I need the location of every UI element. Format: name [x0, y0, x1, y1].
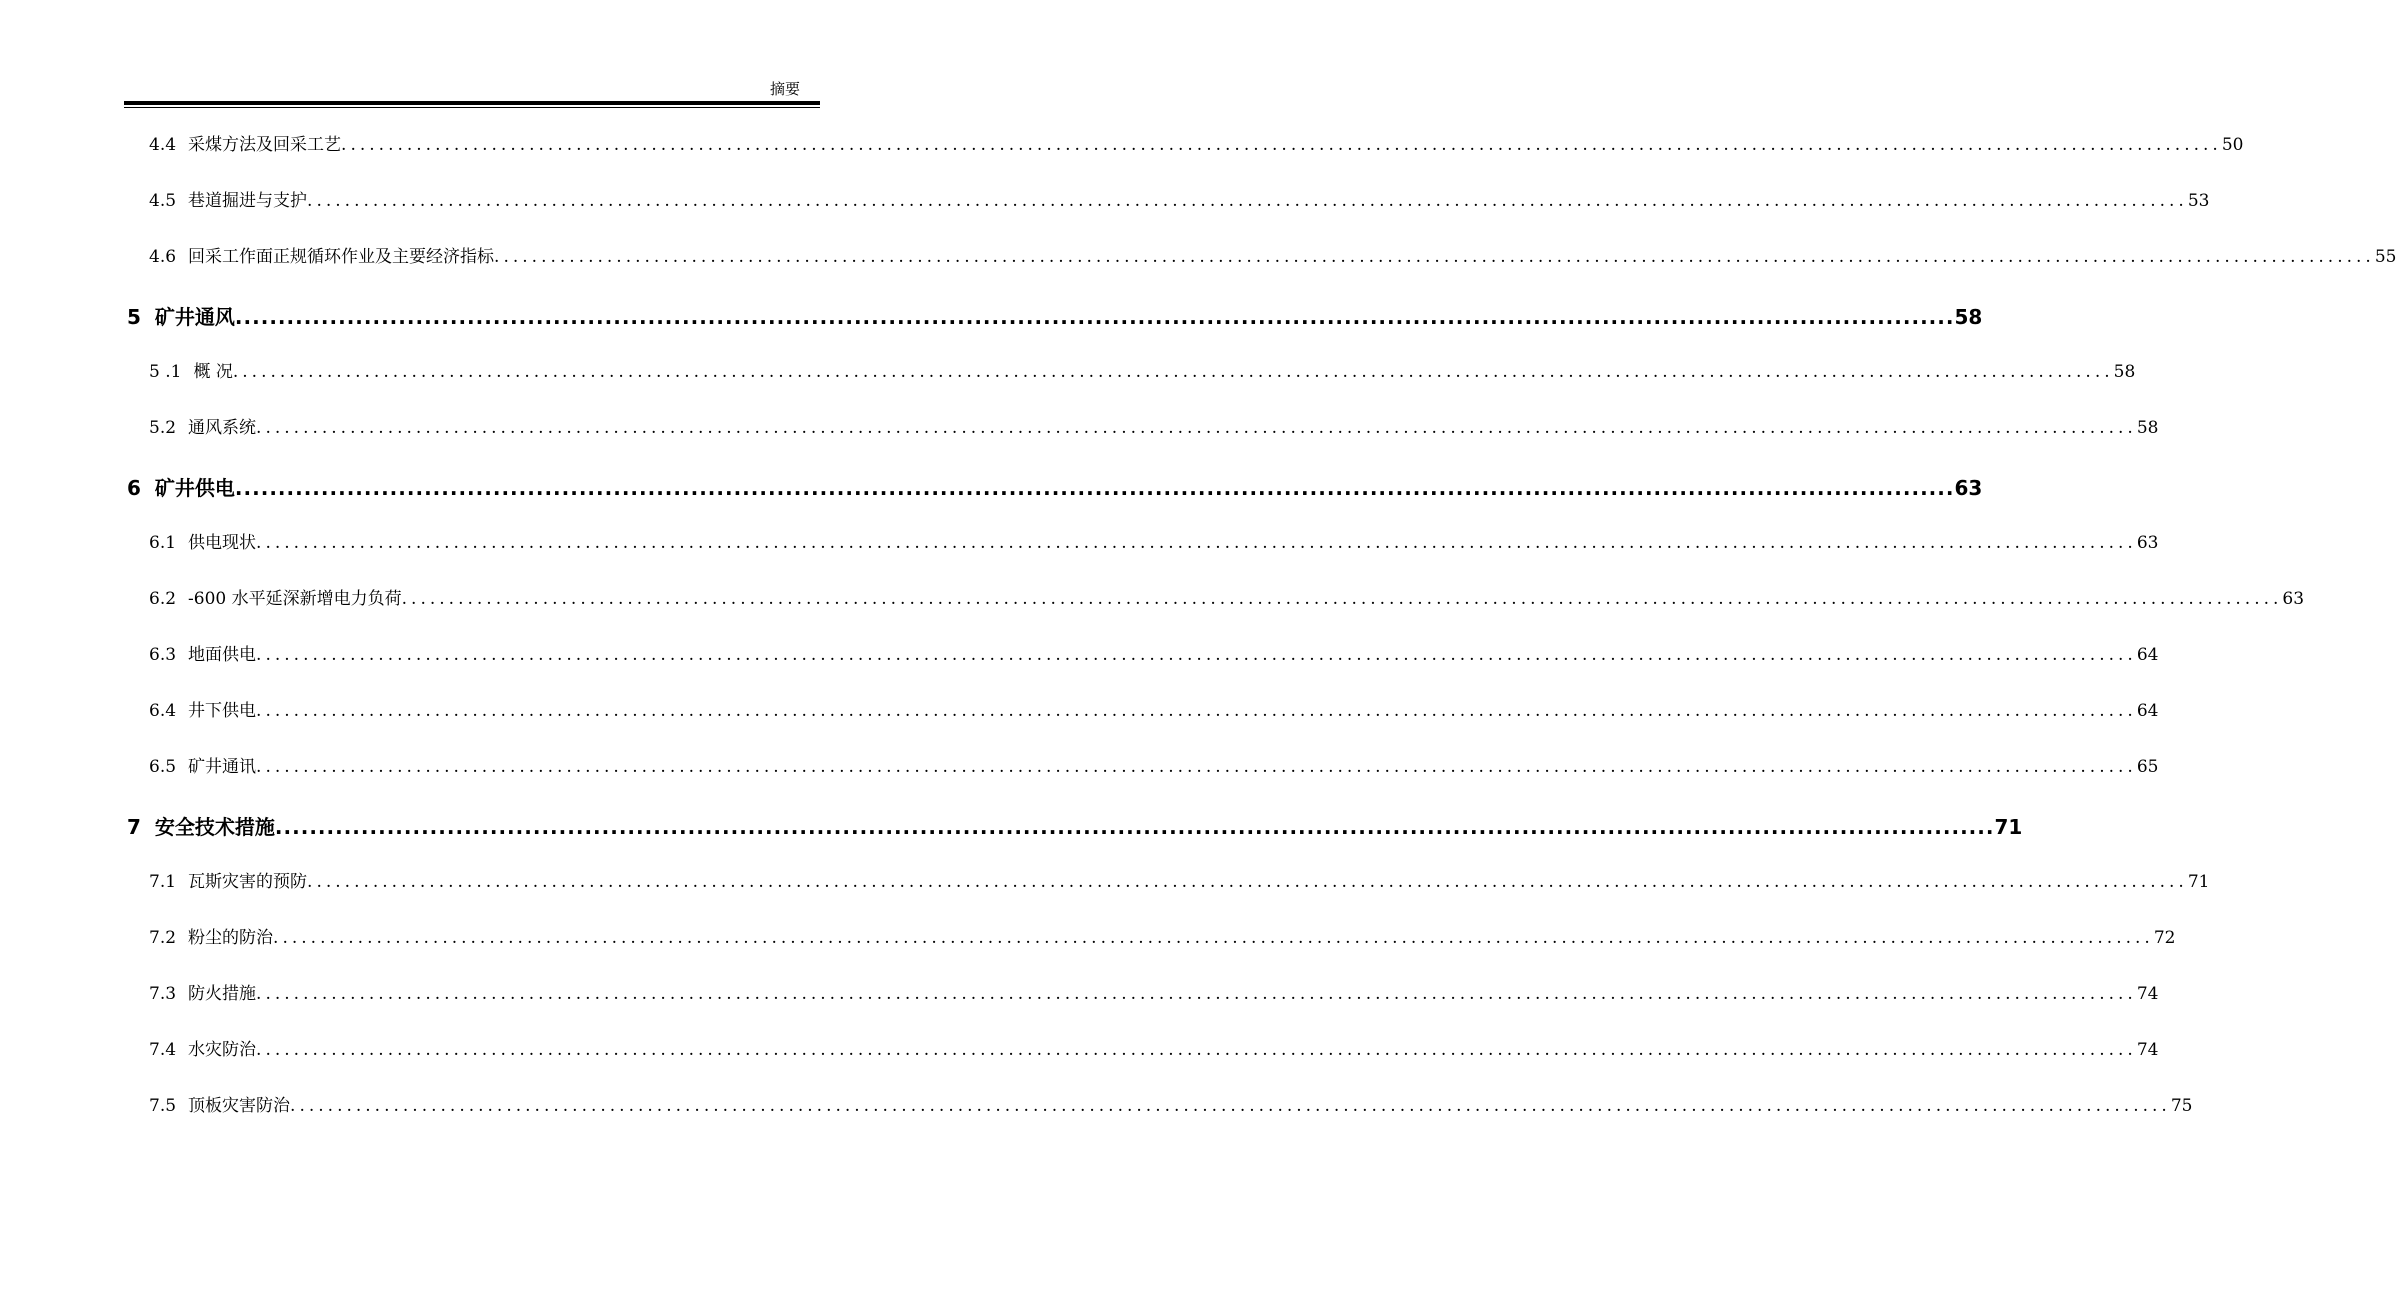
toc-entry-number: 5.2 — [149, 418, 177, 438]
toc-entry-page: 55 — [2374, 247, 2396, 267]
toc-entry-title: 矿井通讯 — [188, 757, 257, 777]
toc-section-entry[interactable] — [149, 1035, 2159, 1060]
toc-dot-leader: ........................................................................................................................................................................................................ — [256, 701, 2137, 721]
toc-dot-leader: ........................................................................................................................................................................................................ — [256, 757, 2137, 777]
toc-section-entry[interactable] — [149, 923, 2176, 948]
toc-chapter-entry[interactable] — [127, 301, 1983, 330]
toc-entry-title: 井下供电 — [188, 701, 257, 721]
toc-entry-page: 74 — [2136, 984, 2159, 1004]
toc-dot-leader: ........................................................................................................................................................................................................ — [256, 418, 2137, 438]
toc-dot-leader: ........................................................................................................................................................................................................ — [274, 815, 1995, 839]
toc-chapter-entry[interactable] — [127, 472, 1983, 501]
toc-section-entry[interactable] — [149, 1091, 2193, 1116]
toc-entry-title: 水灾防治 — [188, 1040, 257, 1060]
toc-entry-number: 4.5 — [149, 191, 177, 211]
toc-dot-leader: ........................................................................................................................................................................................................ — [256, 1040, 2137, 1060]
toc-entry-title: 安全技术措施 — [154, 815, 275, 839]
toc-entry-page: 58 — [1954, 305, 1983, 329]
toc-entry-title: 粉尘的防治 — [188, 928, 274, 948]
toc-entry-page: 72 — [2153, 928, 2176, 948]
toc-entry-number: 6.5 — [149, 757, 177, 777]
toc-dot-leader: ........................................................................................................................................................................................................ — [494, 247, 2375, 267]
toc-entry-title: 地面供电 — [188, 645, 257, 665]
toc-entry-page: 58 — [2136, 418, 2159, 438]
toc-entry-title: 矿井通风 — [154, 305, 235, 329]
toc-entry-page: 63 — [2136, 533, 2159, 553]
toc-dot-leader: ........................................................................................................................................................................................................ — [234, 305, 1955, 329]
toc-section-entry[interactable] — [149, 979, 2159, 1004]
toc-entry-title: 概 况 — [193, 362, 233, 382]
toc-entry-title: 采煤方法及回采工艺 — [188, 135, 342, 155]
toc-entry-number: 6.1 — [149, 533, 177, 553]
toc-entry-title: 回采工作面正规循环作业及主要经济指标 — [188, 247, 495, 267]
toc-entry-number: 4.6 — [149, 247, 177, 267]
toc-entry-page: 65 — [2136, 757, 2159, 777]
toc-dot-leader: ........................................................................................................................................................................................................ — [307, 191, 2188, 211]
toc-section-entry[interactable] — [149, 413, 2159, 438]
toc-section-entry[interactable] — [149, 584, 2305, 609]
toc-entry-number: 7.4 — [149, 1040, 177, 1060]
toc-entry-page: 71 — [2187, 872, 2210, 892]
toc-section-entry[interactable] — [149, 357, 2136, 382]
toc-section-entry[interactable] — [149, 130, 2244, 155]
toc-entry-number: 7 — [127, 815, 141, 839]
toc-entry-number: 7.2 — [149, 928, 177, 948]
toc-dot-leader: ........................................................................................................................................................................................................ — [232, 362, 2114, 382]
toc-dot-leader: ........................................................................................................................................................................................................ — [256, 533, 2137, 553]
toc-dot-leader: ........................................................................................................................................................................................................ — [256, 984, 2137, 1004]
toc-section-entry[interactable] — [149, 242, 2396, 267]
toc-dot-leader: ........................................................................................................................................................................................................ — [290, 1096, 2171, 1116]
toc-dot-leader: ........................................................................................................................................................................................................ — [273, 928, 2154, 948]
toc-entry-page: 63 — [1954, 476, 1983, 500]
toc-entry-number: 6.2 — [149, 589, 177, 609]
toc-entry-number: 6 — [127, 476, 141, 500]
toc-entry-title: 防火措施 — [188, 984, 257, 1004]
toc-dot-leader: ........................................................................................................................................................................................................ — [341, 135, 2222, 155]
toc-entry-number: 7.1 — [149, 872, 177, 892]
toc-entry-title: -600 水平延深新增电力负荷 — [188, 589, 402, 609]
toc-dot-leader: ........................................................................................................................................................................................................ — [256, 645, 2137, 665]
toc-dot-leader: ........................................................................................................................................................................................................ — [307, 872, 2188, 892]
toc-entry-number: 6.4 — [149, 701, 177, 721]
toc-entry-page: 64 — [2136, 701, 2159, 721]
header-rule-thin — [124, 107, 820, 108]
toc-entry-page: 58 — [2113, 362, 2136, 382]
toc-entry-title: 通风系统 — [188, 418, 257, 438]
toc-entry-page: 75 — [2170, 1096, 2193, 1116]
toc-section-entry[interactable] — [149, 752, 2159, 777]
page-header-title: 摘要 — [769, 80, 800, 98]
toc-entry-page: 63 — [2282, 589, 2305, 609]
toc-section-entry[interactable] — [149, 696, 2159, 721]
toc-entry-number: 5 .1 — [149, 362, 182, 382]
toc-entry-title: 矿井供电 — [154, 476, 235, 500]
toc-entry-number: 7.5 — [149, 1096, 177, 1116]
toc-entry-title: 巷道掘进与支护 — [188, 191, 308, 211]
toc-dot-leader: ........................................................................................................................................................................................................ — [234, 476, 1955, 500]
toc-section-entry[interactable] — [149, 867, 2210, 892]
toc-entry-title: 供电现状 — [188, 533, 257, 553]
toc-entry-title: 瓦斯灾害的预防 — [188, 872, 308, 892]
toc-entry-page: 64 — [2136, 645, 2159, 665]
toc-entry-page: 53 — [2187, 191, 2210, 211]
toc-dot-leader: ........................................................................................................................................................................................................ — [401, 589, 2283, 609]
toc-section-entry[interactable] — [149, 186, 2210, 211]
toc-entry-page: 74 — [2136, 1040, 2159, 1060]
toc-entry-title: 顶板灾害防治 — [188, 1096, 291, 1116]
toc-entry-number: 6.3 — [149, 645, 177, 665]
toc-entry-page: 71 — [1994, 815, 2023, 839]
toc-chapter-entry[interactable] — [127, 811, 2023, 840]
toc-entry-number: 7.3 — [149, 984, 177, 1004]
toc-entry-number: 4.4 — [149, 135, 177, 155]
toc-section-entry[interactable] — [149, 640, 2159, 665]
toc-section-entry[interactable] — [149, 528, 2159, 553]
header-rule-thick — [124, 101, 820, 105]
toc-entry-page: 50 — [2221, 135, 2244, 155]
toc-entry-number: 5 — [127, 305, 141, 329]
